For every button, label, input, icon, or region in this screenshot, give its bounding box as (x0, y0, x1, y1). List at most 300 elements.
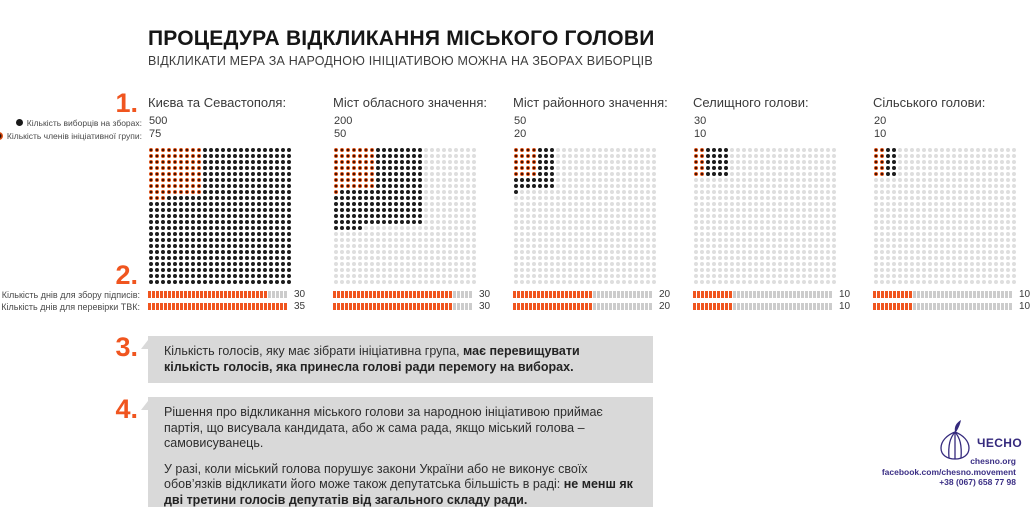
matrix-dot (976, 208, 980, 212)
matrix-dot (442, 196, 446, 200)
matrix-dot (580, 214, 584, 218)
matrix-dot (592, 256, 596, 260)
matrix-dot (466, 256, 470, 260)
matrix-dot (155, 214, 159, 218)
matrix-dot (730, 280, 734, 284)
matrix-dot (742, 238, 746, 242)
matrix-dot (221, 148, 225, 152)
matrix-dot (185, 268, 189, 272)
bar-segment (905, 291, 908, 298)
matrix-dot (352, 166, 356, 170)
matrix-dot (742, 178, 746, 182)
matrix-dot (694, 232, 698, 236)
matrix-dot (466, 274, 470, 278)
matrix-dot (988, 172, 992, 176)
matrix-dot (700, 172, 704, 176)
matrix-dot (191, 178, 195, 182)
matrix-dot (892, 148, 896, 152)
matrix-dot (167, 244, 171, 248)
matrix-dot (916, 184, 920, 188)
bar-segment (357, 303, 360, 310)
matrix-dot (646, 154, 650, 158)
matrix-dot (742, 268, 746, 272)
matrix-dot (748, 226, 752, 230)
matrix-dot (580, 190, 584, 194)
matrix-dot (334, 166, 338, 170)
matrix-dot (628, 256, 632, 260)
matrix-dot (221, 190, 225, 194)
matrix-dot (568, 166, 572, 170)
matrix-dot (544, 172, 548, 176)
matrix-dot (179, 226, 183, 230)
matrix-dot (227, 148, 231, 152)
matrix-dot (790, 190, 794, 194)
matrix-dot (191, 160, 195, 164)
matrix-dot (694, 214, 698, 218)
matrix-dot (460, 256, 464, 260)
matrix-dot (376, 166, 380, 170)
matrix-dot (1000, 202, 1004, 206)
matrix-dot (910, 250, 914, 254)
matrix-dot (430, 238, 434, 242)
matrix-dot (562, 280, 566, 284)
matrix-dot (736, 154, 740, 158)
matrix-dot (550, 280, 554, 284)
matrix-dot (209, 166, 213, 170)
matrix-dot (928, 262, 932, 266)
matrix-dot (442, 202, 446, 206)
matrix-dot (562, 226, 566, 230)
matrix-dot (946, 184, 950, 188)
matrix-dot (185, 148, 189, 152)
initiative-count: 20 (514, 128, 527, 140)
matrix-dot (532, 244, 536, 248)
matrix-dot (640, 232, 644, 236)
matrix-dot (173, 232, 177, 236)
matrix-dot (418, 238, 422, 242)
matrix-dot (928, 214, 932, 218)
matrix-dot (520, 208, 524, 212)
bar-segment (240, 303, 243, 310)
matrix-dot (916, 208, 920, 212)
matrix-dot (514, 172, 518, 176)
matrix-dot (712, 280, 716, 284)
matrix-dot (694, 208, 698, 212)
bar-segment (909, 303, 912, 310)
matrix-dot (376, 250, 380, 254)
bar-segment (817, 291, 820, 298)
matrix-dot (167, 202, 171, 206)
matrix-dot (958, 148, 962, 152)
matrix-dot (263, 202, 267, 206)
matrix-dot (610, 202, 614, 206)
matrix-dot (940, 166, 944, 170)
matrix-dot (263, 160, 267, 164)
matrix-dot (257, 196, 261, 200)
matrix-dot (718, 172, 722, 176)
initiative-count: 10 (874, 128, 887, 140)
matrix-dot (269, 250, 273, 254)
matrix-dot (994, 208, 998, 212)
matrix-dot (352, 214, 356, 218)
matrix-dot (976, 154, 980, 158)
matrix-dot (442, 274, 446, 278)
matrix-dot (574, 154, 578, 158)
matrix-dot (388, 232, 392, 236)
matrix-dot (574, 274, 578, 278)
matrix-dot (514, 274, 518, 278)
matrix-dot (652, 184, 656, 188)
bar-segment (765, 291, 768, 298)
matrix-dot (760, 208, 764, 212)
bar-label-verification: Кількість днів для перевірки ТВК: (1, 302, 140, 312)
matrix-dot (712, 256, 716, 260)
matrix-dot (592, 238, 596, 242)
matrix-dot (730, 244, 734, 248)
matrix-dot (724, 244, 728, 248)
bar-segment (385, 303, 388, 310)
matrix-dot (916, 160, 920, 164)
matrix-dot (748, 256, 752, 260)
matrix-dot (364, 238, 368, 242)
matrix-dot (646, 280, 650, 284)
matrix-dot (604, 232, 608, 236)
matrix-dot (155, 196, 159, 200)
matrix-dot (400, 262, 404, 266)
matrix-dot (287, 190, 291, 194)
matrix-dot (526, 214, 530, 218)
matrix-dot (526, 226, 530, 230)
matrix-dot (754, 202, 758, 206)
bar-segment (1009, 303, 1012, 310)
matrix-dot (796, 214, 800, 218)
matrix-dot (604, 166, 608, 170)
matrix-dot (928, 268, 932, 272)
matrix-dot (418, 262, 422, 266)
matrix-dot (400, 268, 404, 272)
matrix-dot (820, 184, 824, 188)
matrix-dot (712, 250, 716, 254)
matrix-dot (251, 178, 255, 182)
matrix-dot (1012, 196, 1016, 200)
matrix-dot (287, 220, 291, 224)
matrix-dot (952, 280, 956, 284)
matrix-dot (958, 190, 962, 194)
matrix-dot (269, 202, 273, 206)
bar-segment (793, 291, 796, 298)
matrix-dot (161, 214, 165, 218)
matrix-dot (982, 154, 986, 158)
matrix-dot (257, 274, 261, 278)
matrix-dot (760, 184, 764, 188)
matrix-dot (940, 244, 944, 248)
matrix-dot (634, 148, 638, 152)
matrix-dot (155, 238, 159, 242)
matrix-dot (898, 196, 902, 200)
matrix-dot (802, 178, 806, 182)
matrix-dot (400, 172, 404, 176)
matrix-dot (784, 274, 788, 278)
matrix-dot (287, 250, 291, 254)
matrix-dot (616, 268, 620, 272)
matrix-dot (886, 220, 890, 224)
bar-segment (449, 291, 452, 298)
bar-segment (365, 303, 368, 310)
matrix-dot (1012, 238, 1016, 242)
matrix-dot (472, 184, 476, 188)
bar-segment (769, 291, 772, 298)
matrix-dot (388, 244, 392, 248)
matrix-dot (406, 250, 410, 254)
bar-segment (204, 303, 207, 310)
matrix-dot (562, 202, 566, 206)
matrix-dot (472, 220, 476, 224)
matrix-dot (562, 250, 566, 254)
matrix-dot (586, 148, 590, 152)
matrix-dot (1012, 178, 1016, 182)
matrix-dot (544, 280, 548, 284)
matrix-dot (826, 172, 830, 176)
matrix-dot (616, 232, 620, 236)
matrix-dot (245, 184, 249, 188)
bar-segment (172, 291, 175, 298)
bar-value: 20 (659, 301, 671, 312)
matrix-dot (173, 214, 177, 218)
matrix-dot (550, 274, 554, 278)
bar-segment (733, 291, 736, 298)
matrix-dot (598, 220, 602, 224)
bar-segment (441, 291, 444, 298)
matrix-dot (946, 172, 950, 176)
matrix-dot (958, 244, 962, 248)
matrix-dot (598, 166, 602, 170)
matrix-dot (946, 238, 950, 242)
matrix-dot (640, 250, 644, 254)
matrix-dot (958, 154, 962, 158)
matrix-dot (718, 238, 722, 242)
matrix-dot (796, 178, 800, 182)
matrix-dot (1000, 208, 1004, 212)
matrix-dot (568, 178, 572, 182)
bar-segment (232, 291, 235, 298)
matrix-dot (790, 238, 794, 242)
matrix-dot (892, 268, 896, 272)
matrix-dot (964, 238, 968, 242)
matrix-dot (526, 232, 530, 236)
matrix-dot (472, 160, 476, 164)
matrix-dot (352, 256, 356, 260)
matrix-dot (934, 232, 938, 236)
matrix-dot (694, 196, 698, 200)
matrix-dot (418, 196, 422, 200)
matrix-dot (946, 214, 950, 218)
matrix-dot (952, 268, 956, 272)
matrix-dot (472, 262, 476, 266)
matrix-dot (934, 148, 938, 152)
matrix-dot (245, 232, 249, 236)
matrix-dot (245, 148, 249, 152)
matrix-dot (952, 190, 956, 194)
matrix-dot (334, 154, 338, 158)
bar-segment (913, 291, 916, 298)
matrix-dot (736, 220, 740, 224)
matrix-dot (191, 250, 195, 254)
matrix-dot (952, 244, 956, 248)
matrix-dot (1012, 274, 1016, 278)
matrix-dot (352, 238, 356, 242)
matrix-dot (436, 166, 440, 170)
matrix-dot (826, 274, 830, 278)
matrix-dot (352, 196, 356, 200)
matrix-dot (233, 148, 237, 152)
matrix-dot (592, 154, 596, 158)
matrix-dot (149, 202, 153, 206)
matrix-dot (197, 226, 201, 230)
matrix-dot (197, 154, 201, 158)
matrix-dot (203, 202, 207, 206)
matrix-dot (994, 184, 998, 188)
bar-segment (989, 303, 992, 310)
matrix-dot (934, 214, 938, 218)
matrix-dot (239, 238, 243, 242)
matrix-dot (772, 178, 776, 182)
bar-segment (897, 291, 900, 298)
step4-text-bold: не менш як дві третини голосів депутатів від загального складу ради. (164, 477, 633, 507)
matrix-dot (898, 262, 902, 266)
matrix-dot (568, 274, 572, 278)
matrix-dot (358, 172, 362, 176)
bar-segment (565, 303, 568, 310)
matrix-dot (520, 190, 524, 194)
matrix-dot (155, 226, 159, 230)
matrix-dot (640, 256, 644, 260)
matrix-dot (269, 244, 273, 248)
matrix-dot (874, 184, 878, 188)
matrix-dot (269, 154, 273, 158)
matrix-dot (532, 190, 536, 194)
matrix-dot (928, 208, 932, 212)
matrix-dot (748, 154, 752, 158)
matrix-dot (802, 238, 806, 242)
matrix-dot (382, 244, 386, 248)
matrix-dot (424, 250, 428, 254)
matrix-dot (251, 184, 255, 188)
matrix-dot (412, 202, 416, 206)
matrix-dot (898, 166, 902, 170)
matrix-dot (197, 166, 201, 170)
matrix-dot (586, 232, 590, 236)
matrix-dot (766, 190, 770, 194)
matrix-dot (412, 154, 416, 158)
matrix-dot (802, 232, 806, 236)
matrix-dot (245, 274, 249, 278)
matrix-dot (275, 232, 279, 236)
matrix-dot (700, 166, 704, 170)
matrix-dot (964, 232, 968, 236)
matrix-dot (982, 244, 986, 248)
matrix-dot (460, 208, 464, 212)
matrix-dot (346, 208, 350, 212)
matrix-dot (227, 250, 231, 254)
matrix-dot (257, 226, 261, 230)
matrix-dot (958, 226, 962, 230)
matrix-dot (634, 226, 638, 230)
matrix-dot (778, 220, 782, 224)
matrix-dot (424, 244, 428, 248)
matrix-dot (886, 148, 890, 152)
step4-text-box (148, 397, 653, 507)
bar-segment (389, 303, 392, 310)
matrix-dot (167, 220, 171, 224)
matrix-dot (287, 184, 291, 188)
matrix-dot (874, 232, 878, 236)
matrix-dot (592, 232, 596, 236)
matrix-dot (538, 256, 542, 260)
bar-segment (196, 291, 199, 298)
matrix-dot (766, 244, 770, 248)
matrix-dot (646, 232, 650, 236)
matrix-dot (406, 196, 410, 200)
bar-segment (533, 291, 536, 298)
matrix-dot (652, 256, 656, 260)
matrix-dot (754, 220, 758, 224)
matrix-dot (472, 268, 476, 272)
matrix-dot (155, 274, 159, 278)
matrix-dot (622, 202, 626, 206)
matrix-dot (526, 148, 530, 152)
matrix-dot (394, 172, 398, 176)
matrix-dot (424, 280, 428, 284)
matrix-dot (832, 226, 836, 230)
bar-segment (993, 303, 996, 310)
matrix-dot (730, 196, 734, 200)
matrix-dot (352, 232, 356, 236)
bar-segment (805, 291, 808, 298)
bar-segment (617, 303, 620, 310)
matrix-dot (760, 166, 764, 170)
bar-segment (240, 291, 243, 298)
matrix-dot (412, 166, 416, 170)
matrix-dot (454, 148, 458, 152)
matrix-dot (460, 274, 464, 278)
matrix-dot (994, 226, 998, 230)
matrix-dot (892, 154, 896, 158)
matrix-dot (976, 202, 980, 206)
matrix-dot (898, 154, 902, 158)
matrix-dot (574, 202, 578, 206)
matrix-dot (874, 172, 878, 176)
matrix-dot (736, 238, 740, 242)
matrix-dot (964, 202, 968, 206)
matrix-dot (514, 208, 518, 212)
matrix-dot (376, 226, 380, 230)
matrix-dot (694, 202, 698, 206)
matrix-dot (191, 274, 195, 278)
signature-days-bar (148, 291, 305, 298)
matrix-dot (394, 226, 398, 230)
matrix-dot (167, 178, 171, 182)
bar-segment (337, 303, 340, 310)
matrix-dot (616, 226, 620, 230)
matrix-dot (952, 214, 956, 218)
matrix-dot (532, 166, 536, 170)
matrix-dot (532, 238, 536, 242)
matrix-dot (694, 226, 698, 230)
bar-segment (521, 303, 524, 310)
matrix-dot (257, 184, 261, 188)
matrix-dot (544, 256, 548, 260)
matrix-dot (934, 220, 938, 224)
